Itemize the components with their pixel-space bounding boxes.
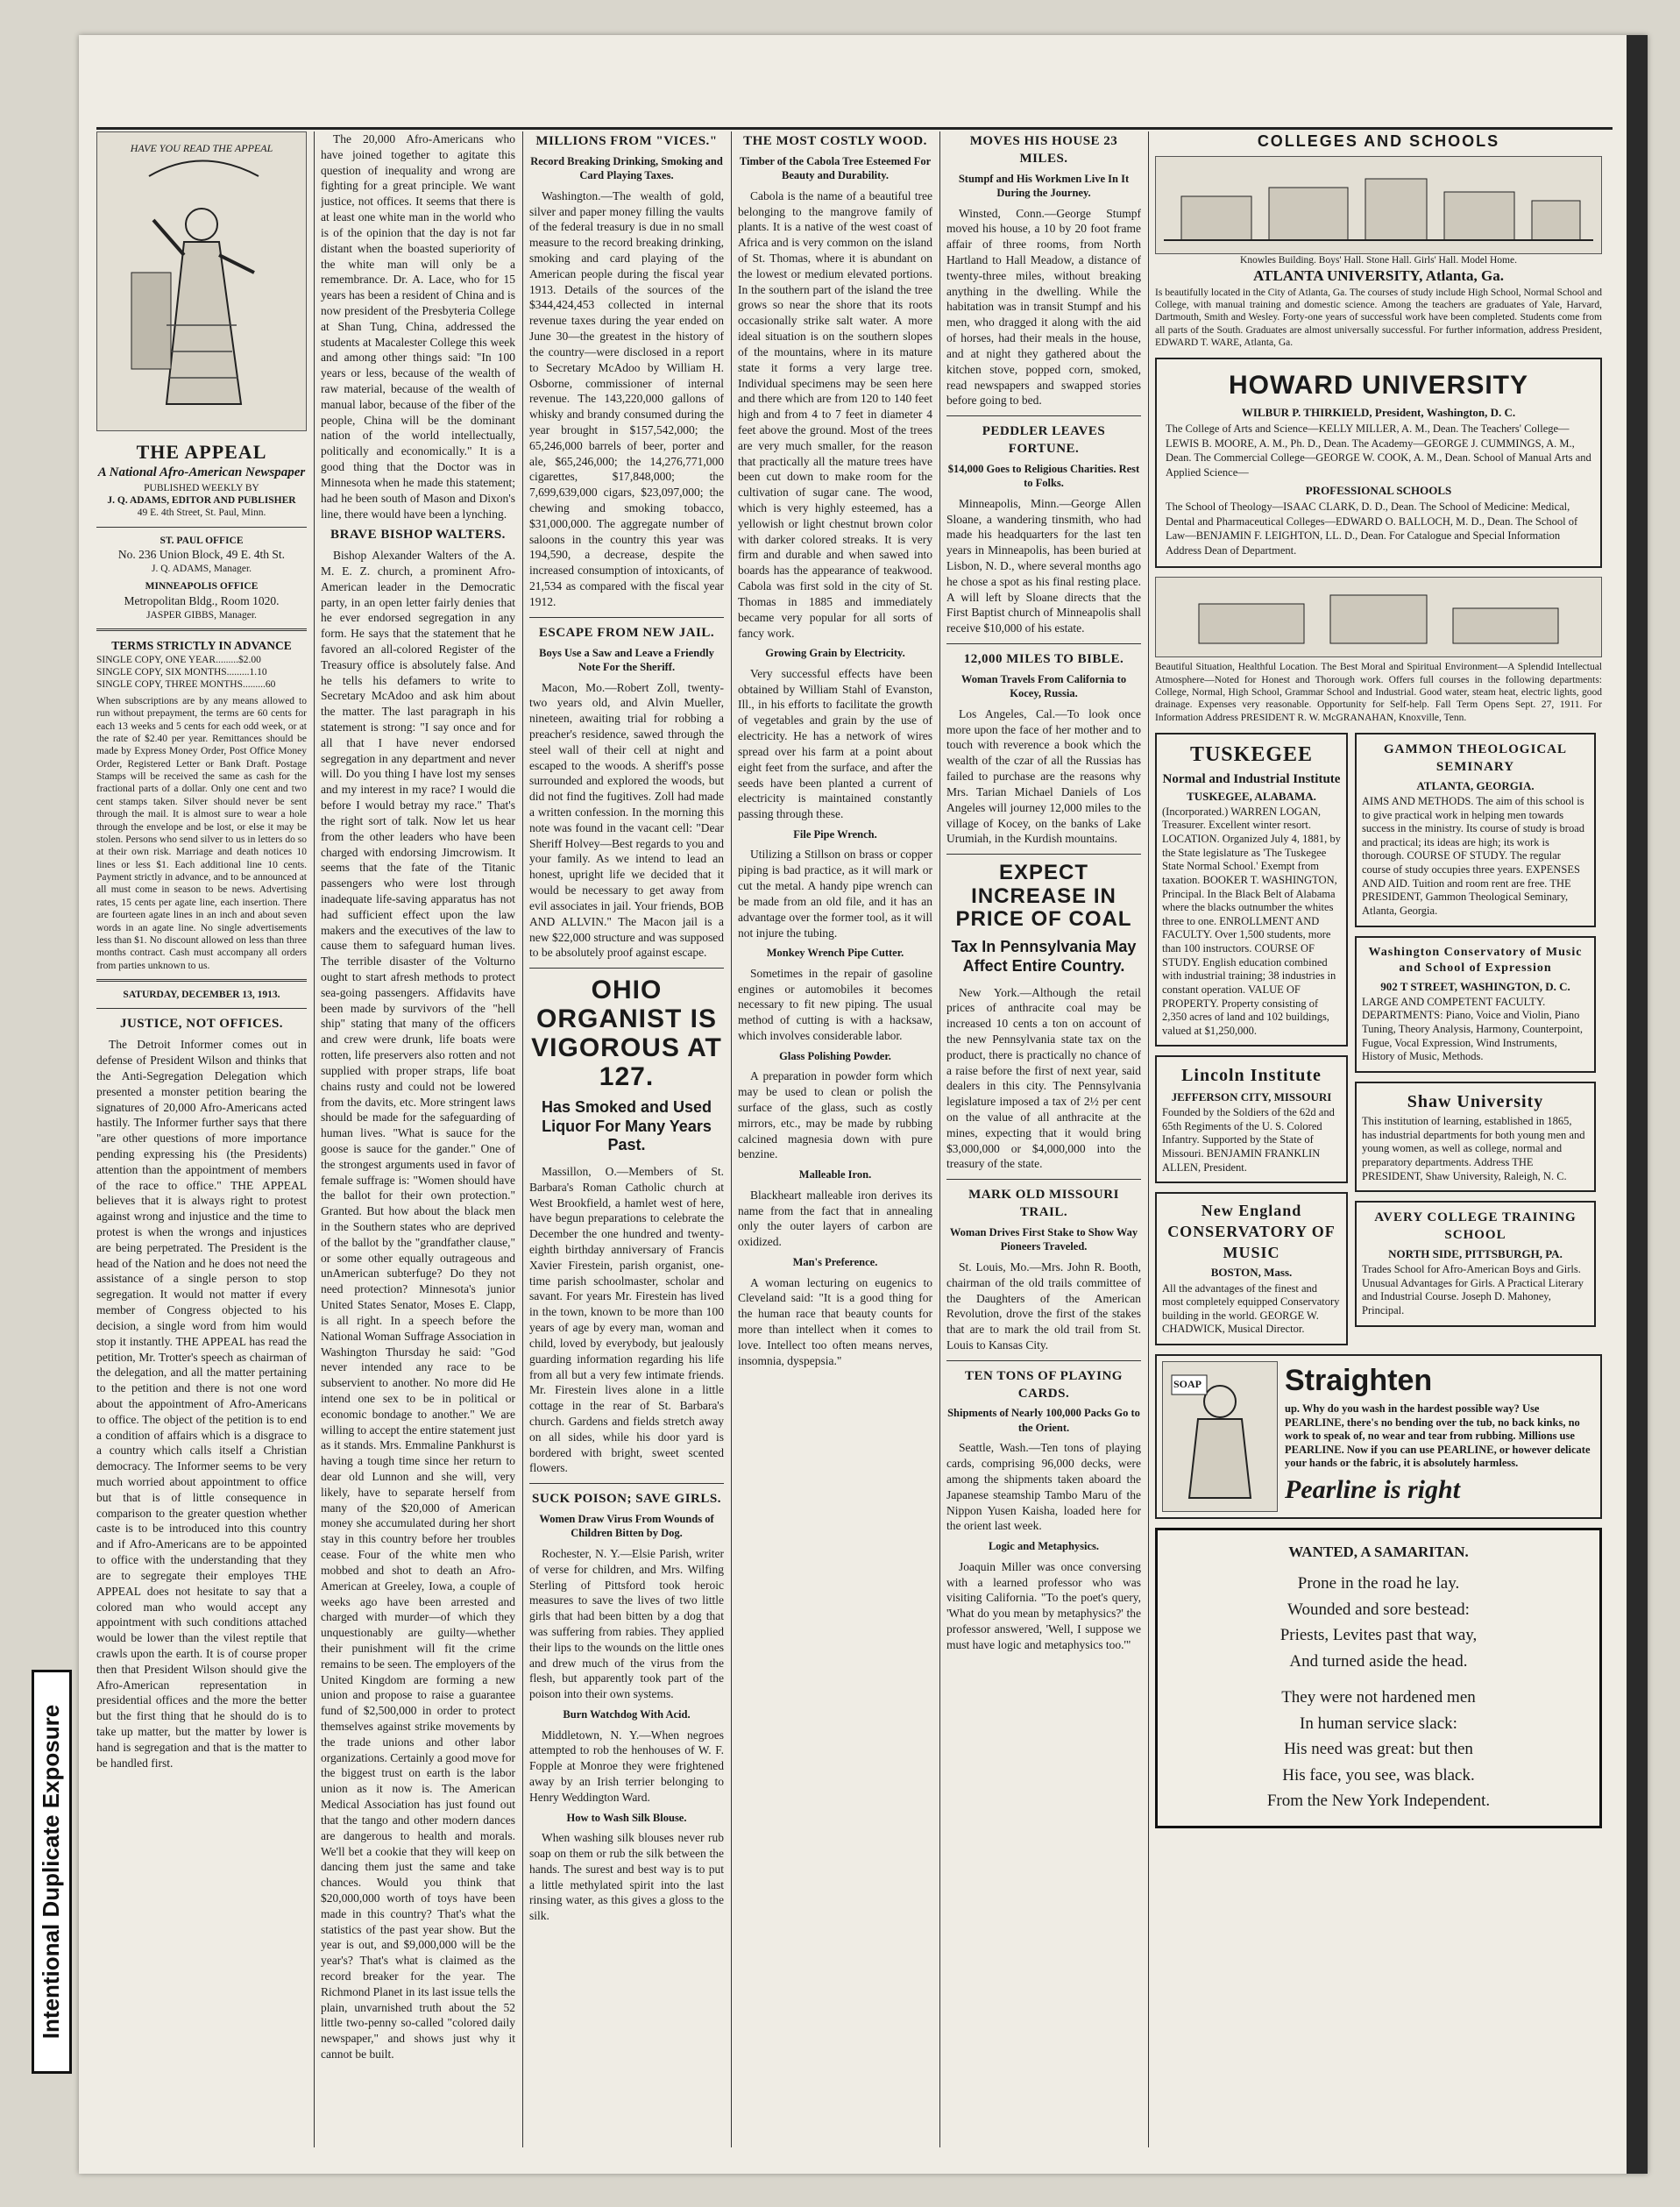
avery-body: Trades School for Afro-American Boys and Girls. Unusual Advantages for Girls. A Practical Literary and Industrial Course. Joseph D. Mahoney, Principal. [1362,1263,1584,1316]
peddler-subhead: $14,000 Goes to Religious Charities. Rest to Folks. [947,462,1140,490]
howard-ad [1155,358,1602,568]
trail-body: St. Louis, Mo.—Mrs. John R. Booth, chairman of the old trails committee of the Daughters of the American Revolution, drove the first of the stakes that are to mark the old trail from St. Louis to Kansas City. [946,1260,1141,1352]
masthead-published: PUBLISHED WEEKLY BY [144,482,259,493]
walters-headline: BRAVE BISHOP WALTERS. [330,528,506,543]
wash-body: LARGE AND COMPETENT FACULTY. DEPARTMENTS: Piano, Voice and Violin, Piano Tuning, Theory Analysis, Harmony, Counterpoint, Fugue, Vocal Expression, Wind Instruments, History of Music, Methods. [1362,995,1583,1063]
man-body: A woman lecturing on eugenics to Cleveland said: "It is a good thing for the human race that beauty counts for more than intellect when it comes to love. Intellect too often means nerves, insomnia, dyspepsia." [738,1275,932,1367]
peddler-body: Minneapolis, Minn.—George Allen Sloane, a wandering tinsmith, who had made his headquarters for the last ten years in Minneapolis, has been buried at Lisbon, N. D., where several months ago he chose a spot as his final resting place. A will left by Sloane directs that the First Baptist church of Minneapolis shall receive $10,000 of his estate. [946,496,1141,635]
monkey-headline: Monkey Wrench Pipe Cutter. [766,947,904,960]
avery-location: NORTH SIDE, PITTSBURGH, PA. [1388,1246,1563,1260]
watchdog-headline: Burn Watchdog With Acid. [563,1708,691,1721]
masthead-subtitle: A National Afro-American Newspaper [97,465,306,479]
terms-line-3: SINGLE COPY, THREE MONTHS.........60 [96,679,276,691]
atlanta-caption: Knowles Building. Boys' Hall. Stone Hall. Girls' Hall. Model Home. [1240,254,1517,266]
coal-subhead: Tax In Pennsylvania May Affect Entire Country. [951,938,1137,975]
terms-body: When subscriptions are by any means allowed to run without prepayment, the terms are 60 cents for each 13 weeks and 5 cents for each odd week, or at the rate of $2.40 per year. Remittances should be made by Express Money Order, Post Office Money Order, Registered Letter or Bank Draft. Postage Stamps will be received the same as cash for the fractional parts of a dollar. Only one cent and two cent stamps taken. Silver should never be sent through the mail. It is almost sure to wear a hole through the envelope and be lost, or else it may be stolen. Persons who send silver to us in letters do so at their own risk. Marriage and death notices 10 lines or less $1. Each additional line 10 cents. Payment strictly in advance, and to be announced at all must come in season to be news. Advertising rates, 15 cents per agate line, each insertion. There are fourteen agate lines in an inch and about seven words in an agate line. No single advertisements less than $1. No discount allowed on less than three months contract. Cash must accompany all orders from parties unknown to us. [96,695,307,971]
wrench-body: Utilizing a Stillson on brass or copper piping is bad practice, as it will mark or cut the metal. A handy pipe wrench can be made from an old file, and it has an advantage over the former tool, as it will not injure the tubing. [738,848,932,940]
poem-line: Priests, Levites past that way, [1279,1626,1478,1645]
column-ads [1155,131,1602,2147]
mpls-office-label: MINNEAPOLIS OFFICE [145,581,259,593]
howard-professional-body: The School of Theology—ISAAC CLARK, D. D., Dean. The School of Medicine: Medical, Dental and Pharmaceutical Colleges—EDWARD O. BALLOCH, M. D., Dean. The School of Law—BENJAMIN F. LEIGHTON, LL. D., Dean. For Catalogue and Special Information Address Dean of Department. [1166,500,1578,557]
vices-headline: MILLIONS FROM "VICES." [535,134,718,148]
blouse-headline: How to Wash Silk Blouse. [566,1811,687,1824]
editorial-body-1: The 20,000 Afro-Americans who have joined together to agitate this question of inequality and wrong are fighting for a great principle. We want justice, not offices. It seems that there is at least one white man in the world who is of the opinion that the day is not far distant when the boasted superiority of the white man will only be a remembrance. Dr. A. Lace, who for 15 years has been a resident of China and is now president of the Presbyteria College at Shan Tung, China, addressed the students at Macalester College this week and among other things said: "In 100 years or less, because of the wealth of raw material, because of the wealth of manual labor, because of the fiber of the people, China will be the dominant nation of the world intellectually, politically and economically." It is a good thing that the Doctor was in Minnesota when he made this statement; had he been south of Mason and Dixon's line, there would have been a lynching. [321,132,515,521]
glass-headline: Glass Polishing Powder. [779,1049,891,1062]
ne-body: All the advantages of the finest and most completely equipped Conservatory building in the world. GEORGE W. CHADWICK, Musical Director. [1162,1281,1340,1336]
glass-body: A preparation in powder form which may be used to clean or polish the surface of the glass, such as costly mirrors, etc., may be made by rubbing calcined magnesia down with pure benzine. [738,1069,932,1161]
column-news-3 [529,131,724,2147]
pearline-slogan: Pearline is right [1285,1475,1461,1505]
terms-line-1: SINGLE COPY, ONE YEAR.........$2.00 [96,654,261,665]
shaw-body: This institution of learning, established in 1865, has industrial departments for both young men and young women, as well as college, normal and preparatory departments. Address THE PRESIDENT, Shaw University, Raleigh, N. C. [1362,1115,1585,1182]
lincoln-body: Founded by the Soldiers of the 62d and 65th Regiments of the U. S. Colored Infantry. Supported by the State of Missouri. BENJAMIN FRANKLIN ALLEN, President. [1162,1106,1335,1174]
tuskegee-subtitle: Normal and Industrial Institute [1162,771,1341,786]
wash-title: Washington Conservatory of Music and School of Expression [1368,945,1583,976]
pearline-body: up. Why do you wash in the hardest possible way? Use PEARLINE, there's no bending over the tub, no back kinks, no work to speak of, no wear and tear from rubbing. Millions use PEARLINE. Now if you can use PEARLINE, or however delicate your hands or the fabric, it is absolutely harmless. [1285,1402,1591,1470]
terms-line-2: SINGLE COPY, SIX MONTHS.........1.10 [96,667,267,678]
tuskegee-title: TUSKEGEE [1189,743,1314,767]
ne-title: New England CONSERVATORY OF MUSIC [1167,1202,1336,1261]
column-news-4 [738,131,932,2147]
tuskegee-location: TUSKEGEE, ALABAMA. [1187,789,1316,803]
stamp-text: Intentional Duplicate Exposure [38,1704,65,2040]
masthead-address: 49 E. 4th Street, St. Paul, Minn. [137,507,266,519]
gammon-body: AIMS AND METHODS. The aim of this school is to give practical work in helping men towards success in the ministry. Its course of study is broad and practical; its ideas are high; its work is thorough. COURSE OF STUDY. The regular course of study occupies three years. EXPENSES AND AID. Tuition and room rent are free. THE PRESIDENT, Gammon Theological Seminary, Atlanta, Georgia. [1362,794,1585,917]
lincoln-location: JEFFERSON CITY, MISSOURI [1171,1089,1332,1104]
wash-address: 902 T STREET, WASHINGTON, D. C. [1380,979,1570,993]
vices-subhead: Record Breaking Drinking, Smoking and Card Playing Taxes. [530,154,723,182]
atlanta-title: ATLANTA UNIVERSITY, Atlanta, Ga. [1253,267,1504,285]
ne-location: BOSTON, Mass. [1210,1266,1293,1280]
poem-line: His need was great: but then [1284,1740,1473,1759]
poem-source: From the New York Independent. [1266,1791,1491,1810]
gammon-location: ATLANTA, GEORGIA. [1416,778,1535,792]
poem-line: Wounded and sore bestead: [1287,1600,1470,1619]
justice-headline: JUSTICE, NOT OFFICES. [119,1017,284,1032]
masthead-banner: HAVE YOU READ THE APPEAL [130,142,273,154]
college-campus-icon [1164,582,1593,652]
trail-headline: MARK OLD MISSOURI TRAIL. [968,1188,1119,1220]
jail-body: Macon, Mo.—Robert Zoll, twenty-two years old, and Alvin Mueller, nineteen, awaiting trial for robbing a preacher's residence, sawed through the steel wall of their cell at night and escaped to the woods. A sheriff's posse surrounded and explored the woods, but did not find the fugitives. Zoll had made a written confession. In the morning this note was found in the vacant cell: "Dear Sheriff Holvey—Best regards to you and your family. As we intend to lead an honest, upright life we decided that it would be necessary to get away from evil associates in jail. Your friends, BOB AND ALLVIN." The Macon jail is a new $22,000 structure and was supposed to be absolutely proof against escape. [529,680,724,960]
bible-body: Los Angeles, Cal.—To look once more upon the face of her mother and to touch with reverence a book which the wealth of the czar of all the Russias has failed to purchase are the reasons why Mrs. Tarian Michael Daniels of Los Angeles will journey 12,000 miles to the village of Kocey, on the banks of Lake Urumiah, in the Kurdish mountains. [946,706,1141,846]
page-edge-shadow [1627,35,1648,2174]
column-news-5 [946,131,1141,2147]
appeal-masthead-illustration [96,131,307,431]
newspaper-page [79,35,1648,2174]
house-body: Winsted, Conn.—George Stumpf moved his house, a 10 by 20 foot frame affair of three rooms, from North Hartland to Hall Meadow, a distance of twenty-three miles, without breaking anything in the dwelling. While the habitation was in transit Stumpf and his men, who dragged it along with the aid of horses, had their meals in the house, and at night they gathered about the kitchen stove, popped corn, smoked, read newspapers and swapped stories before going to bed. [946,206,1141,408]
organist-headline: OHIO ORGANIST IS VIGOROUS AT 127. [531,976,722,1092]
column-editorials [321,131,515,2147]
soap-label: SOAP [1173,1378,1202,1391]
house-headline: MOVES HIS HOUSE 23 MILES. [969,134,1118,166]
lincoln-ad [1155,1055,1348,1183]
poison-headline: SUCK POISON; SAVE GIRLS. [532,1492,721,1507]
campus-buildings-icon [1164,161,1593,249]
pearline-ad [1155,1354,1602,1519]
gammon-ad [1355,733,1596,926]
lincoln-title: Lincoln Institute [1181,1066,1322,1086]
howard-title: HOWARD UNIVERSITY [1228,371,1529,401]
blouse-body: When washing silk blouses never rub soap on them or rub the silk between the hands. The surest and best way is to put a little methylated spirit into the last rinsing water, as this gives a gloss to the silk. [529,1831,724,1923]
coal-body: New York.—Although the retail prices of anthracite coal may be increased 10 cents a ton on account of the new Pennsylvania state tax on the product, there is practically no chance of a raise before the first of next year, said dealers in this city. The Pennsylvania legislature imposed a tax of 2½ per cent on the value of all anthracite at the mines, expecting that it would bring $3,000,000 or $4,000,000 into the treasury of the state. [946,985,1141,1171]
st-paul-office-label: ST. PAUL OFFICE [159,535,244,546]
poem-box [1155,1528,1602,1828]
iron-body: Blackheart malleable iron derives its name from the fact that in annealing only the outer layers of carbon are oxidized. [738,1188,932,1249]
growing-headline: Growing Grain by Electricity. [765,647,905,660]
vices-body: Washington.—The wealth of gold, silver and paper money filling the vaults of the federal treasury is due in no small measure to the record breaking drinking, smoking and card playing of the American people during the fiscal year 1913. Details of the sources of the $344,424,453 collected in internal revenue taxes during the year ended on June 30—the greatest in the history of the country—were disclosed in a report to Secretary McAdoo by William H. Osborne, commissioner of internal revenue. The 143,220,000 gallons of whisky and brandy consumed during the year brought in $157,542,000; the 65,246,000 barrels of beer, porter and ale, $65,246,000; the 14,276,771,000 cigarettes, $17,848,000; the 7,699,639,000 cigars, $23,097,000; the chewing and smoking tobacco, $31,000,000. The aggregate number of saloons in the country this year was 194,590, a decrease, despite the increased consumption of intoxicants, of 21,534 as compared with the fiscal year 1912. [529,188,724,608]
organist-body: Massillon, O.—Members of St. Barbara's Roman Catholic church at West Brookfield, a hamlet west of here, have begun preparations to celebrate the December the one hundred and twenty-eighth birthday anniversary of Francis Xavier Firestein, parish organist, one-time parish schoolmaster, scholar and savant. For years Mr. Firestein has lived in the town, known to be more than 100 years of age by every man, woman and child, loved by everybody, but jealously guarding information regarding his life from all but a very few intimate friends. Mr. Firestein lives alone in a little cottage in the rear of St. Barbara's church. Gardens and fields stretch away on all sides, while his door yard is bordered with bright, sweet scented flowers. [529,1164,724,1475]
wrench-headline: File Pipe Wrench. [793,827,877,841]
atlanta-body: Is beautifully located in the City of Atlanta, Ga. The courses of study include High School, Normal School and College, with manual training and domestic science. Among the teachers are graduates of Yale, Harvard, Dartmouth, Smith and Wesley. Forty-one years of successful work have been completed. Students come from all parts of the South. Graduates are almost universally successful. For further information, address President, EDWARD T. WARE, Atlanta, Ga. [1155,287,1602,349]
new-england-conservatory-ad [1155,1192,1348,1345]
issue-date: SATURDAY, DECEMBER 13, 1913. [123,990,280,1001]
shaw-title: Shaw University [1407,1091,1544,1111]
walters-body: Bishop Alexander Walters of the A. M. E. Z. church, a prominent Afro-American leader in the Democratic party, in an open letter fairly denies that he ever endorsed segregation in any form. He says that the statement that he favored an all-colored Register of the Treasury office is absolutely false. And he tells his defamers to write to Secretary McAdoo and ask him about the matter. The last paragraph in his statement is strong: "I say once and for all that I have never endorsed segregation in any department and never will. Do you thing I have lost my senses and my interest in my race? I would die before I would betray my race." That's the right sort of talk. Now let us hear from the other leaders who have been charged with endorsing Jimcrowism. It seems that the fate of the Titanic passengers who were lost through inadequate life-saving apparatus has not had sufficient effect upon the law makers and the executives of the law to cause them to safeguard human lives. The terrible disaster of the Volturno ought to start afresh methods to protect sea-going passengers. Affidavits have been made by survivors of the "hell ship" stating that many of the officers and crew were drunk, life boats were rotten, life preservers also rotten and not supplied with proper straps, life boat chains rusty and could not be lowered from the davits, etc. More stringent laws should be made for the safeguarding of human lives. "What is sauce for the goose is sauce for the gander." One of the strongest arguments used in favor of female suffrage is: "Women should have the ballot for their own protection." Granted. But how about the black men in the Southern states who are deprived of the ballot by the "grandfather clause," or some other equally outrageous and unAmerican subterfuge? Do they not need protection? Minnesota's junior United States Senator, Moses E. Clapp, is all right. In a speech before the National Woman Suffrage Association in Washington Thursday he said: "God never intended any race to be subservient to another. No more did He intend one sex to be in political or economic bondage to another." We are willing to accept the entire statement just as it stands. Mrs. Emmaline Pankhurst is having a tough time since her return to dear old Lunnon and she will, very likely, have to separate herself from many of the $20,000 of American money she accumulated during her short stay in this country before her troubles cease. Four of the white men who mobbed and shot to death an Afro-American at Greeley, Iowa, a couple of weeks ago have been arrested and charged with murder—of which they unquestionably are guilty—whether their punishment will fit the crime remains to be seen. The employers of the United Kingdom are forming a new union and propose to raise a guarantee fund of $2,500,000 in order to protect themselves against strike movements by the trade unions and other labor organizations. Certainly a good move for the biggest trust on earth is the labor union as it now is. The American Medical Association has just found out that the tango and other modern dances are dangerous to health and morals. We'll bet a cookie that they will keep on dancing them just the same and take chances. Would you think that $20,000,000 worth of toys have been made in this country? That's what the statistics of the past year show. But the year is out, and $9,000,000 will be the year's? That's what is claimed as the record breaker for the year. The Richmond Planet in its last issue tells the plain, unvarnished truth about the 52 little two-penny so-called "colored daily newspaper," and shows just why it cannot be built. [321,549,515,2062]
jail-subhead: Boys Use a Saw and Leave a Friendly Note For the Sheriff. [539,646,714,674]
herald-figure-icon [114,141,289,422]
cards-subhead: Shipments of Nearly 100,000 Packs Go to the Orient. [947,1407,1140,1434]
atlanta-university-illustration [1155,156,1602,254]
shaw-ad [1355,1082,1596,1193]
washington-conservatory-ad [1355,936,1596,1073]
column-masthead [96,131,307,2147]
knoxville-college-illustration [1155,577,1602,657]
coal-headline: EXPECT INCREASE IN PRICE OF COAL [955,861,1132,931]
poison-body: Rochester, N. Y.—Elsie Parish, writer of verse for children, and Mrs. Wilfing Sterling of Pittsford took heroic measures to save the lives of two little girls that had been bitten by a dog that was suffering from rabies. They applied their lips to the wounds on the little ones and drew much of the virus from the flesh, but apparently took part of the poison into their own systems. [529,1546,724,1701]
bible-subhead: Woman Travels From California to Kocey, Russia. [961,672,1127,700]
mpls-address: Metropolitan Bldg., Room 1020. [124,593,280,607]
organist-subhead: Has Smoked and Used Liquor For Many Years Past. [541,1098,712,1154]
cards-body: Seattle, Wash.—Ten tons of playing cards, comprising 96,000 decks, were among the shipments taken aboard the Japanese steamship Tambo Maru of the Nippon Yusen Kaisha, loaded here for the orient last week. [946,1441,1141,1533]
logic-body: Joaquin Miller was once conversing with a learned professor who was visiting California. "To the poet's query, 'What do you mean by metaphysics?' the professor answered, 'Well, I suppose we must have logic and metaphysics too.'" [946,1559,1141,1651]
colleges-header: COLLEGES AND SCHOOLS [1257,132,1500,150]
top-rule [96,127,1613,130]
intentional-duplicate-exposure-stamp [32,1670,72,2074]
gammon-title: GAMMON THEOLOGICAL SEMINARY [1384,742,1567,775]
mpls-manager: JASPER GIBBS, Manager. [146,609,257,621]
st-paul-address: No. 236 Union Block, 49 E. 4th St. [117,548,286,562]
house-subhead: Stumpf and His Workmen Live In It During the Journey. [958,172,1130,200]
pearline-illustration [1162,1361,1278,1512]
terms-title: TERMS STRICTLY IN ADVANCE [111,638,292,652]
justice-body: The Detroit Informer comes out in defense of President Wilson and thinks that the Anti-Segregation Delegation which presented a monster petition bearing the signatures of 20,000 Afro-Americans acted hastily. The Informer further says that there "are other questions of more importance pending expressing his (the Presidents) attention than the appointment of members of the race to office." THE APPEAL believes that it is always right to protest against wrong and injustice and the time to protest is when the wrongs and injustices are being perpetrated. The President is the head of the Nation and he does not need the assistance of a single person to stop segregation. It would not matter if every member of Congress objected to his decision, a single word from him would stop it instantly. THE APPEAL has read the petition, Mr. Trotter's speech as chairman of the delegation, and all the matter pertaining to the petition and there is not one word about the appointment of Afro-Americans to office. The object of the petition is to end a condition of affairs which is a disgrace to a country which calls itself a Christian democracy. The Informer seems to be very much worried about appointment to office but that is of little consequence in comparison to the greater question whether caste is to be introduced into this country and if Afro-Americans are to be appointed to office with the understanding that they are to segregate their employes THE APPEAL does not hesitate to say that a colored man who would accept any appointment with such conditions attached would be lower than the vilest reptile that crawls upon the earth. It is of course proper then that President Wilson should give the Afro-American representation in presidential offices and the more the better but the first thing that he should do is to take up matter, but the matter by lower is hand is segregation and that is the matter to be handled first. [96,1038,307,1770]
man-headline: Man's Preference. [792,1256,878,1269]
masthead-editor: J. Q. ADAMS, EDITOR AND PUBLISHER [107,495,296,507]
howard-body: The College of Arts and Science—KELLY MILLER, A. M., Dean. The Teachers' College—LEWIS B. MOORE, A. M., Ph. D., Dean. The Academy—GEORGE J. CUMMINGS, A. M., Dean. The Commercial College—GEORGE W. COOK, A. M., Dean. School of Manual Arts and Applied Science— [1166,422,1591,479]
bible-headline: 12,000 MILES TO BIBLE. [963,652,1124,667]
masthead-title: THE APPEAL [136,440,267,463]
watchdog-body: Middletown, N. Y.—When negroes attempted to rob the henhouses of W. F. Fopple at Monroe they were frightened away by an Irish terrier belonging to Henry Weddington Ward. [529,1728,724,1804]
poem-line: They were not hardened men [1281,1688,1476,1707]
logic-headline: Logic and Metaphysics. [988,1540,1100,1553]
pearline-title: Straighten [1285,1364,1433,1398]
cards-headline: TEN TONS OF PLAYING CARDS. [965,1368,1123,1401]
howard-professional-header: PROFESSIONAL SCHOOLS [1305,484,1452,498]
poem-line: In human service slack: [1300,1714,1457,1733]
poem-line: And turned aside the head. [1289,1651,1468,1671]
avery-ad [1355,1201,1596,1326]
knoxville-body: Beautiful Situation, Healthful Location. The Best Moral and Spiritual Environment—A Splendid Intellectual Atmosphere—Noted for Honest and Thorough work. Offers full courses in the following departments: College, Normal, High School, Grammar School and Industrial. Good water, steam heat, electric lights, good drainage. Expenses very reasonable. Opportunity for Self-help. Fall Term Opens Sept. 27, 1911. For Information Address PRESIDENT R. W. McGRANAHAN, Knoxville, Tenn. [1155,662,1602,723]
tuskegee-body: (Incorporated.) WARREN LOGAN, Treasurer. Excellent winter resort. LOCATION. Organized July 4, 1881, by the State legislature as 'The Tuskegee State Normal School.' Exempt from taxation. BOOKER T. WASHINGTON, Principal. In the Black Belt of Alabama where the blacks outnumber the whites three to one. ENROLLMENT AND FACULTY. Over 1,500 students, more than 100 instructors. COURSE OF STUDY. English education combined with industrial training; 38 industries in constant operation. VALUE OF PROPERTY. Property consisting of 2,350 acres of land and 102 buildings, valued at $1,250,000. [1162,805,1341,1037]
poem-title: WANTED, A SAMARITAN. [1288,1543,1469,1561]
monkey-body: Sometimes in the repair of gasoline engines or automobiles it becomes necessary to fit new piping. The usual method of cutting is with a hacksaw, which involves considerable labor. [738,966,932,1043]
growing-body: Very successful effects have been obtained by William Stahl of Evanston, Ill., in his efforts to facilitate the growth of vegetables and grain by the use of electricity. He has a network of wires spread over his farm at a point about eight feet from the surface, and after the seeds have been planted a current of electricity is maintained constantly passing through these. [738,666,932,821]
iron-headline: Malleable Iron. [798,1168,872,1182]
wood-body: Cabola is the name of a beautiful tree belonging to the mangrove family of plants. It is a native of the west coast of Africa and is very common on the island of St. Thomas, where it is abundant on the lowest or medium elevated portions. In the southern part of the island the tree grows so near the shore that its roots occasionally strike salt water. A more ideal situation is on the southern slopes of the mountains, where in its mature state it forms a very large tree. Individual specimens may be seen here and there which are from 120 to 140 feet high and from 4 to 7 feet in diameter 4 feet above the ground. Most of the trees are very much smaller, for the reason that practically all the mature trees have been cut down to make room for the cultivation of sugar cane. The wood, which is very highly esteemed, has a yellowish or light chestnut brown color with darker colored streaks. It is very firm and durable and when sawed into boards has the appearance of teakwood. Cabola was first sold in the city of St. Thomas in 1885 and immediately became very popular for all sorts of fancy work. [738,188,932,640]
poem-line: His face, you see, was black. [1282,1765,1475,1785]
wood-headline: THE MOST COSTLY WOOD. [743,134,927,148]
poison-subhead: Women Draw Virus From Wounds of Children Bitten by Dog. [539,1512,714,1540]
peddler-headline: PEDDLER LEAVES FORTUNE. [982,424,1106,456]
poem-line: Prone in the road he lay. [1297,1574,1460,1593]
tuskegee-ad [1155,733,1348,1047]
st-paul-manager: J. Q. ADAMS, Manager. [151,563,252,574]
howard-president: WILBUR P. THIRKIELD, President, Washington, D. C. [1241,406,1516,420]
wood-subhead: Timber of the Cabola Tree Esteemed For Beauty and Durability. [739,154,932,182]
jail-headline: ESCAPE FROM NEW JAIL. [538,625,715,640]
trail-subhead: Woman Drives First Stake to Show Way Pioneers Traveled. [949,1225,1138,1253]
avery-title: AVERY COLLEGE TRAINING SCHOOL [1374,1210,1577,1243]
